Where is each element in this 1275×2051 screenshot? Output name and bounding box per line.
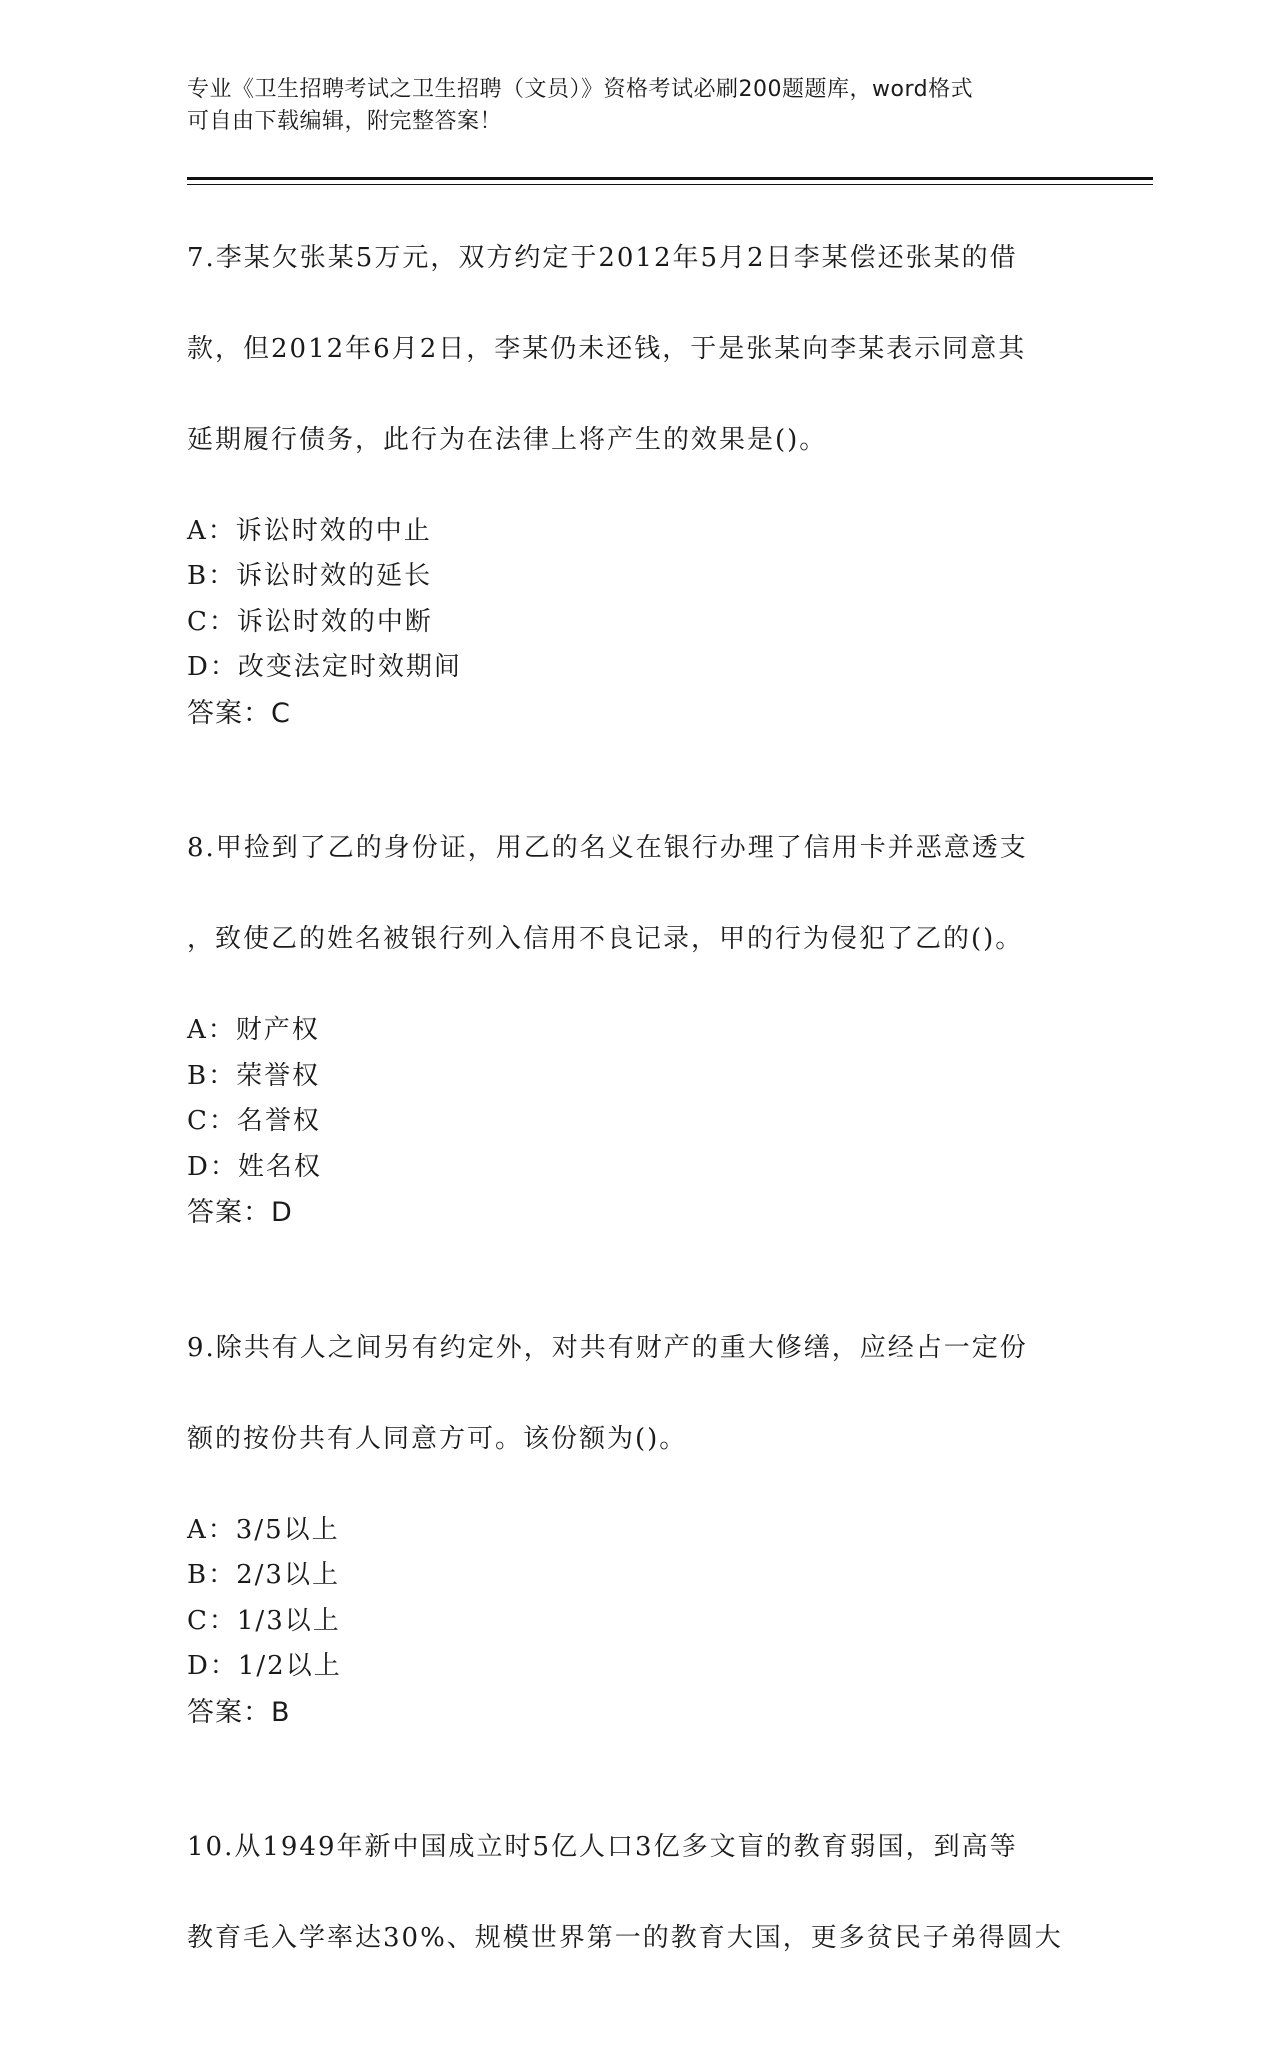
option-d: D：姓名权	[187, 1151, 322, 1182]
option-a: A：3/5以上	[187, 1514, 340, 1545]
option-c: C：名誉权	[187, 1106, 321, 1136]
stem-line: 额的按份共有人同意方可。该份额为()。	[187, 1423, 688, 1454]
answer-text: 答案：B	[187, 1696, 291, 1728]
stem-line: 延期履行债务，此行为在法律上将产生的效果是()。	[187, 424, 828, 455]
question-10	[187, 1780, 1087, 2008]
question-stem	[187, 781, 1087, 1009]
stem-line: 款，但2012年6月2日，李某仍未还钱，于是张某向李某表示同意其	[187, 333, 1027, 364]
header-line-2: 可自由下载编辑，附完整答案！	[187, 109, 503, 134]
question-stem	[187, 1280, 1087, 1508]
header-line-1: 专业《卫生招聘考试之卫生招聘（文员）》资格考试必刷200题题库，word格式	[187, 77, 974, 102]
question-stem	[187, 190, 1087, 509]
question-8	[187, 781, 1087, 1237]
option-b: B：2/3以上	[187, 1560, 340, 1590]
header-rule-thick	[187, 177, 1153, 180]
stem-line: 10.从1949年新中国成立时5亿人口3亿多文盲的教育弱国，到高等	[187, 1832, 1018, 1862]
question-list	[187, 190, 1087, 2051]
question-stem	[187, 1780, 1087, 2008]
answer-text: 答案：D	[187, 1197, 293, 1228]
stem-line: 9.除共有人之间另有约定外，对共有财产的重大修缮，应经占一定份	[187, 1332, 1028, 1363]
stem-line: ，致使乙的姓名被银行列入信用不良记录，甲的行为侵犯了乙的()。	[187, 924, 1024, 954]
stem-line: 教育毛入学率达30%、规模世界第一的教育大国，更多贫民子弟得圆大	[187, 1923, 1063, 1953]
option-b: B：诉讼时效的延长	[187, 561, 433, 591]
header-rule-thin	[187, 184, 1153, 185]
question-9	[187, 1280, 1087, 1736]
option-b: B：荣誉权	[187, 1060, 321, 1091]
answer-text: 答案：C	[187, 697, 291, 729]
option-d: D：改变法定时效期间	[187, 652, 462, 682]
option-c: C：1/3以上	[187, 1605, 341, 1636]
stem-line: 7.李某欠张某5万元，双方约定于2012年5月2日李某偿还张某的借	[187, 242, 1018, 273]
stem-line: 8.甲捡到了乙的身份证，用乙的名义在银行办理了信用卡并恶意透支	[187, 833, 1028, 863]
option-a: A：财产权	[187, 1015, 320, 1045]
document-header	[187, 74, 1087, 138]
option-d: D：1/2以上	[187, 1651, 342, 1681]
option-a: A：诉讼时效的中止	[187, 515, 432, 546]
option-c: C：诉讼时效的中断	[187, 606, 433, 637]
question-7	[187, 190, 1087, 737]
